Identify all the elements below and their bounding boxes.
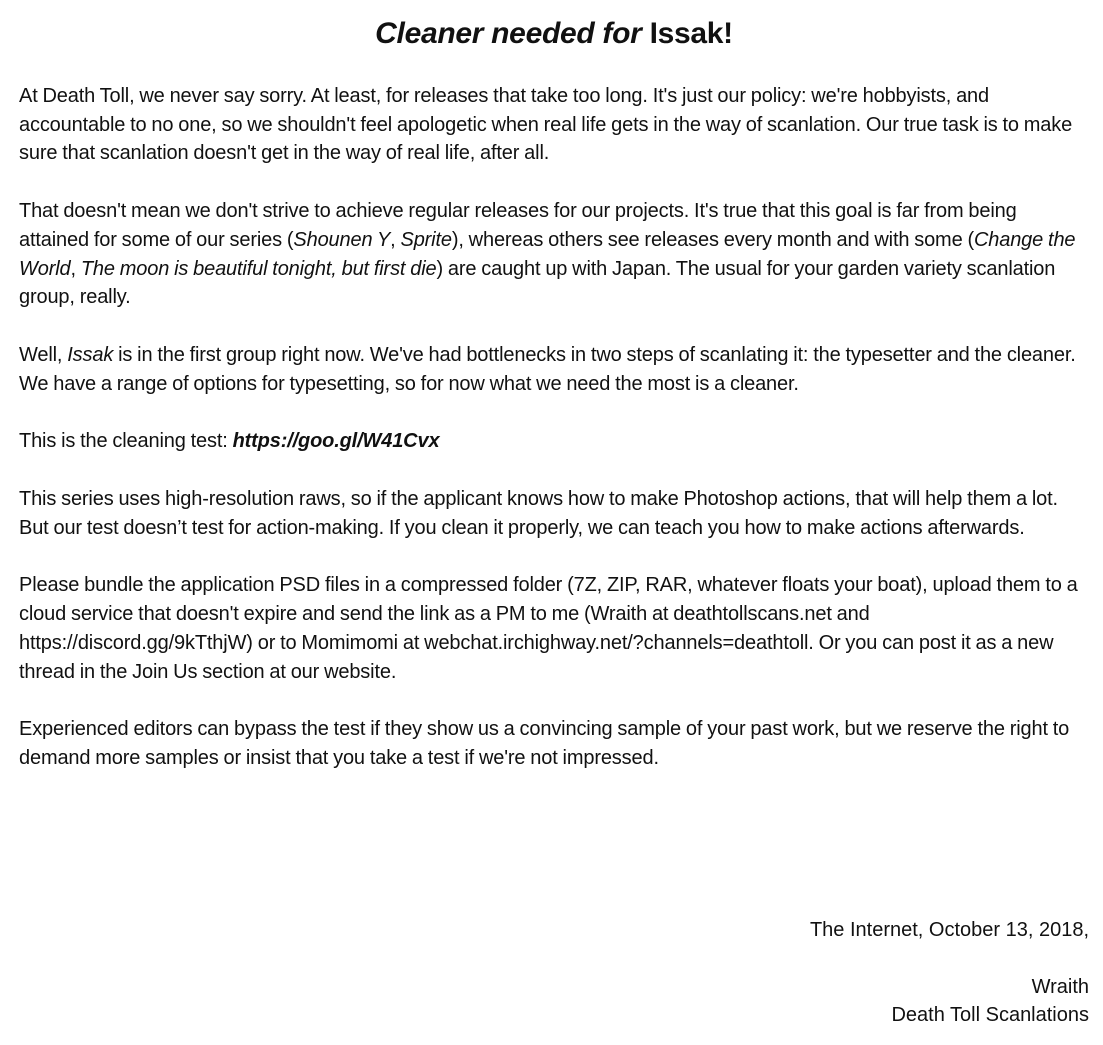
series-title: The moon is beautiful tonight, but first die xyxy=(80,257,437,280)
paragraph-text: , xyxy=(390,228,401,251)
announcement-body xyxy=(19,82,1089,773)
page-title xyxy=(19,14,1089,54)
paragraph-raws: This series uses high-resolution raws, so if the applicant knows how to make Photoshop actions, that will help them a lot. But our test doesn’t test for action-making. If you clean it properly, we can teach you how to make actions afterwards. xyxy=(19,488,1058,539)
paragraph-text: This is the cleaning test: xyxy=(19,430,233,453)
series-title: Sprite xyxy=(400,228,452,251)
paragraph-text: Well, xyxy=(19,343,68,366)
paragraph-experienced-editors: Experienced editors can bypass the test if they show us a convincing sample of your past work, but we reserve the right to demand more samples or insist that you take a test if we're not impressed. xyxy=(19,718,1070,769)
paragraph-release-schedule xyxy=(19,197,1089,312)
signature-block xyxy=(810,916,1089,1030)
title-series: Issak! xyxy=(649,17,733,50)
title-lead: Cleaner needed for xyxy=(375,17,642,50)
signature-group: Death Toll Scanlations xyxy=(891,1004,1089,1027)
series-title: Shounen Y xyxy=(293,228,391,251)
series-title: Issak xyxy=(67,343,114,366)
paragraph-issak-status xyxy=(19,341,1089,398)
paragraph-text: ) are caught up with Japan. The usual for your garden variety scanlation group, really. xyxy=(19,257,1056,309)
paragraph-text: ), whereas others see releases every month and with some ( xyxy=(451,228,974,251)
signature-date: The Internet, October 13, 2018, xyxy=(809,919,1089,941)
paragraph-submission: Please bundle the application PSD files in a compressed folder (7Z, ZIP, RAR, whatever floats your boat), upload them to a cloud service that doesn't expire and send the link as a PM to me (Wraith at deathtollscans.net and https://discord.gg/9kTthjW) or to Momimomi at webchat.irchighway.net/?channels=deathtoll. Or you can post it as a new thread in the Join Us section at our website. xyxy=(19,574,1078,683)
signature-name: Wraith xyxy=(1031,975,1089,998)
cleaning-test-link[interactable]: https://goo.gl/W41Cvx xyxy=(232,430,440,453)
paragraph-cleaning-test xyxy=(19,427,1089,456)
paragraph-intro: At Death Toll, we never say sorry. At least, for releases that take too long. It's just our policy: we're hobbyists, and accountable to no one, so we shouldn't feel apologetic when real life gets in the way of scanlation. Our true task is to make sure that scanlation doesn't get in the way of real life, after all. xyxy=(19,85,1073,165)
paragraph-text: , xyxy=(70,257,81,280)
series-title: Change the World xyxy=(19,228,1076,280)
paragraph-text: is in the first group right now. We've had bottlenecks in two steps of scanlating it: the typesetter and the cleaner. We have a range of options for typesetting, so for now what we need the most is a cleaner. xyxy=(19,343,1076,395)
paragraph-text: That doesn't mean we don't strive to achieve regular releases for our projects. It's true that this goal is far from being attained for some of our series ( xyxy=(19,200,1017,251)
